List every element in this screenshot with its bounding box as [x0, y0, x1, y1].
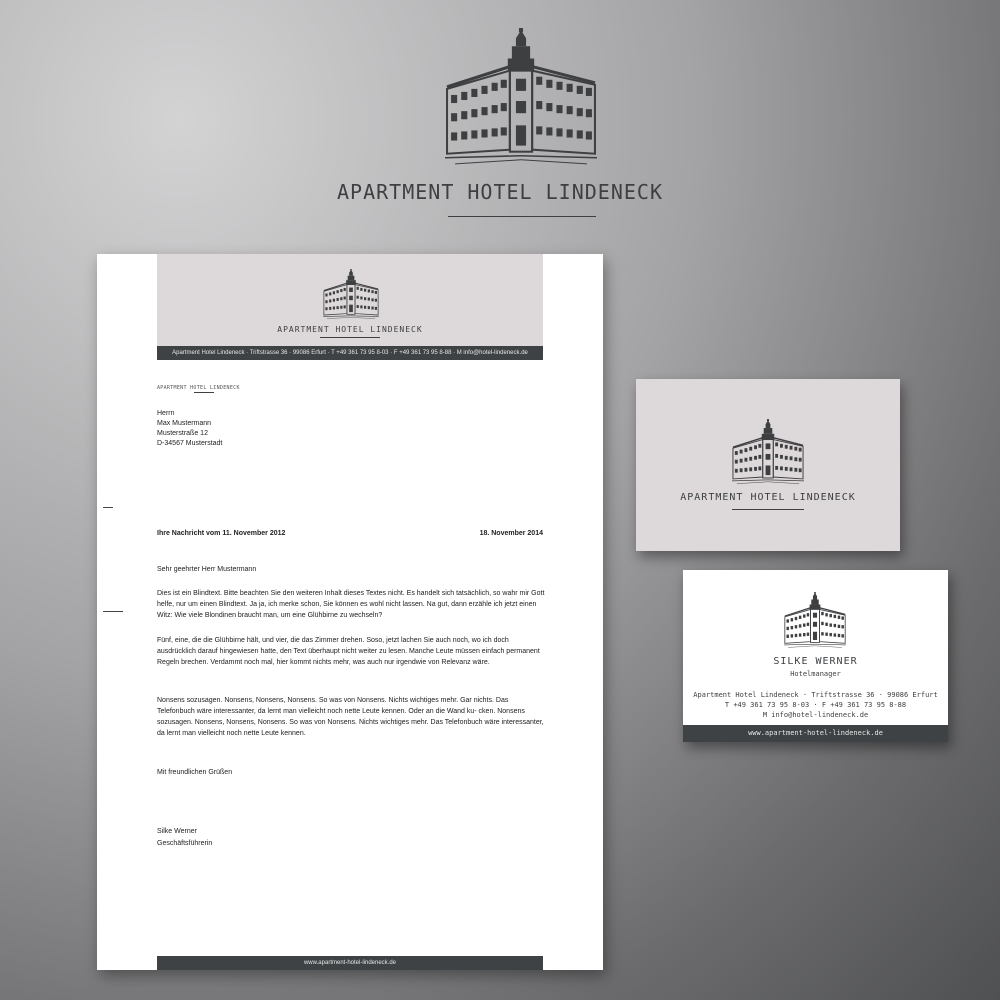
body-paragraph: Nonsens sozusagen. Nonsens, Nonsens, Nonsens. So was von Nonsens. Nichts wichtiges mehr. Gar nichts. Das Telefonbuch wäre interessanter, da lernt man vielleicht noch nette Leute kennen. Oder an die Wand ku- cken. Nonsens sozusagen. Nonsens, Nonsens, Nonsens. So was von Nonsens. Nichts wichtiges mehr. Das Telefonbuch wäre interessanter, da lernt man vielleicht noch nette Leute kennen.	[157, 697, 544, 737]
punch-mark	[103, 611, 123, 612]
card-address: Apartment Hotel Lindeneck · Triftstrasse 36 · 99086 Erfurt	[693, 691, 938, 699]
reference-text: Ihre Nachricht vom 11. November 2012	[157, 530, 286, 537]
closing: Mit freundlichen Grüßen	[157, 769, 233, 776]
brand-title: APARTMENT HOTEL LINDENECK	[336, 180, 664, 204]
body-paragraph: Dies ist ein Blindtext. Bitte beachten Sie den weiteren Inhalt dieses Textes nicht. Es handelt sich tatsächlich, so wahr mir Gott helfe, nur um einen Blindtext. Ja ja, ich merke schon, Sie können es wohl nicht lassen. Na gut, dann erzähle ich jetzt einen Witz: Wie viele Blondinen braucht man, um eine Glühbirne zu wechseln?	[157, 590, 545, 619]
letter-date: 18. November 2014	[479, 530, 543, 537]
card-front-underline	[732, 509, 804, 510]
hotel-building-icon	[732, 419, 804, 487]
card-email: M info@hotel-lindeneck.de	[762, 711, 869, 719]
recipient-line: Herrn	[157, 410, 175, 417]
card-person-role: Hotelmanager	[790, 670, 841, 678]
recipient-line: Musterstraße 12	[157, 430, 208, 437]
recipient-address	[157, 409, 222, 449]
letterhead-sheet	[97, 254, 603, 970]
signer-name: Silke Werner	[157, 828, 197, 835]
signer-title: Geschäftsführerin	[157, 840, 213, 847]
letter-header-underline	[320, 337, 380, 338]
card-contact	[683, 690, 948, 720]
letter-contact-bar: Apartment Hotel Lindeneck · Triftstrasse 36 · 99086 Erfurt · T +49 361 73 95 8-03 · F +49 361 73 95 8-88 · M info@hotel-lindeneck.de	[157, 346, 543, 360]
recipient-line: Max Mustermann	[157, 420, 212, 427]
letter-footer: www.apartment-hotel-lindeneck.de	[157, 956, 543, 970]
hotel-building-icon	[323, 269, 379, 321]
small-brand-line: APARTMENT HOTEL LINDENECK	[157, 385, 240, 391]
card-phone: T +49 361 73 95 8-03 · F +49 361 73 95 8-88	[724, 701, 907, 709]
subject-line	[157, 530, 543, 537]
card-person-name: SILKE WERNER	[773, 656, 858, 667]
brand-underline	[448, 216, 596, 217]
hotel-building-icon	[445, 28, 597, 170]
business-card-back	[683, 570, 948, 742]
letter-header	[157, 254, 543, 346]
recipient-line: D-34567 Musterstadt	[157, 440, 223, 447]
business-card-front	[636, 379, 900, 551]
letter-header-title: APARTMENT HOTEL LINDENECK	[277, 325, 423, 334]
card-front-title: APARTMENT HOTEL LINDENECK	[680, 492, 856, 503]
brand-logo-top	[0, 20, 1000, 230]
fold-mark	[103, 507, 113, 508]
small-brand-underline	[194, 392, 214, 393]
body-paragraph: Fünf, eine, die die Glühbirne hält, und vier, die das Zimmer drehen. Soso, jetzt lachen Sie auch noch, wo ich doch ausdrücklich darauf hingewiesen hatte, den Text überhaupt nicht weiter zu lesen. Manche Leute müssen einfach permanent Regeln brechen. Verdammt noch mal, hier kommt nichts mehr, was auch nur irgendwie von Relevanz wäre.	[157, 637, 540, 666]
hotel-building-icon	[784, 592, 846, 650]
card-website-bar: www.apartment-hotel-lindeneck.de	[683, 725, 948, 742]
salutation: Sehr geehrter Herr Mustermann	[157, 566, 257, 573]
